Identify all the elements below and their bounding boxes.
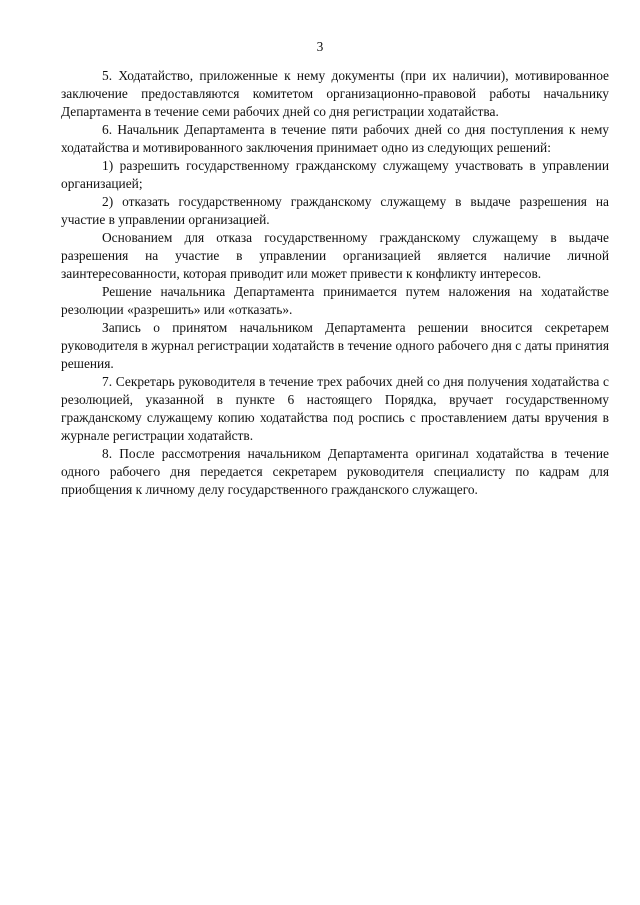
paragraph-resolution: Решение начальника Департамента принимается путем наложения на ходатайстве резолюции «разрешить» или «отказать». — [61, 284, 609, 317]
page-number: 3 — [316, 39, 324, 54]
paragraph-refusal-grounds: Основанием для отказа государственному гражданскому служащему в выдаче разрешения на участие в управлении организацией является наличие личной заинтересованности, которая приводит или может привести к конфликту интересов. — [61, 230, 609, 281]
paragraph-item-7: 7. Секретарь руководителя в течение трех рабочих дней со дня получения ходатайства с резолюцией, указанной в пункте 6 настоящего Порядка, вручает государственному гражданскому служащему копию ходатайства под роспись с проставлением даты вручения в журнале регистрации ходатайств. — [61, 374, 609, 443]
paragraph-item-6: 6. Начальник Департамента в течение пяти рабочих дней со дня поступления к нему ходатайства и мотивированного заключения принимает одно из следующих решений: — [61, 122, 609, 155]
paragraph-option-1: 1) разрешить государственному гражданскому служащему участвовать в управлении организацией; — [61, 158, 609, 191]
paragraph-item-8: 8. После рассмотрения начальником Департамента оригинал ходатайства в течение одного рабочего дня передается секретарем руководителя специалисту по кадрам для приобщения к личному делу государственного гражданского служащего. — [61, 446, 609, 497]
paragraph-journal-record: Запись о принятом начальником Департамента решении вносится секретарем руководителя в журнал регистрации ходатайств в течение одного рабочего дня с даты принятия решения. — [61, 320, 609, 371]
paragraph-option-2: 2) отказать государственному гражданскому служащему в выдаче разрешения на участие в управлении организацией. — [61, 194, 609, 227]
document-body — [61, 67, 609, 499]
paragraph-item-5: 5. Ходатайство, приложенные к нему документы (при их наличии), мотивированное заключение предоставляются комитетом организационно-правовой работы начальнику Департамента в течение семи рабочих дней со дня регистрации ходатайства. — [61, 68, 609, 119]
